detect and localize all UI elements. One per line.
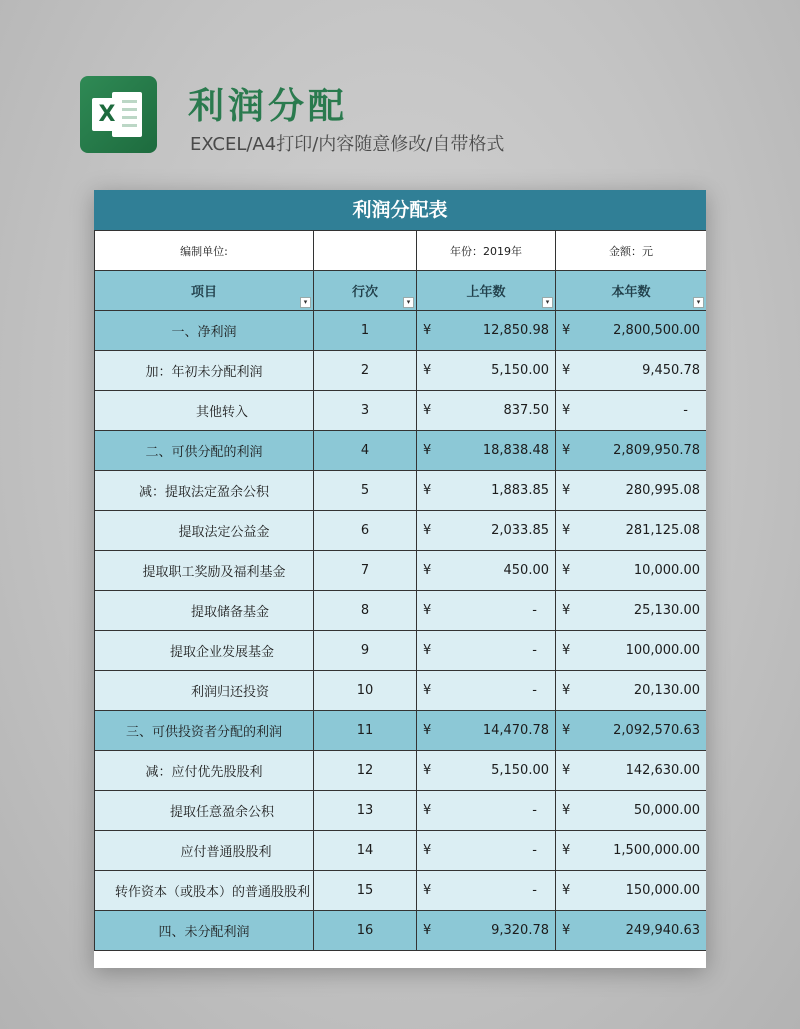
table-row	[95, 511, 707, 551]
currency-symbol: ¥	[423, 563, 432, 578]
unit-label-cell[interactable]	[95, 231, 314, 271]
amount-value: 150,000.00	[625, 883, 700, 898]
currency-symbol: ¥	[562, 883, 571, 898]
currency-symbol: ¥	[562, 923, 571, 938]
amount-value: -	[532, 803, 537, 818]
column-header-prev-year[interactable]	[417, 271, 556, 311]
prev-year-amount-cell[interactable]	[417, 871, 556, 911]
currency-symbol: ¥	[423, 723, 432, 738]
item-cell[interactable]	[95, 511, 314, 551]
table-row	[95, 591, 707, 631]
line-number-cell[interactable]	[314, 631, 417, 671]
year-cell[interactable]	[417, 231, 556, 271]
prev-year-amount-cell[interactable]	[417, 631, 556, 671]
line-number: 3	[360, 403, 370, 418]
this-year-amount-cell[interactable]	[556, 831, 707, 871]
this-year-amount-cell[interactable]	[556, 911, 707, 951]
table-row	[95, 791, 707, 831]
this-year-amount-cell[interactable]	[556, 631, 707, 671]
this-year-amount-cell[interactable]	[556, 311, 707, 351]
unit-value-cell[interactable]	[314, 231, 417, 271]
column-header-label: 上年数	[466, 285, 506, 300]
this-year-amount-cell[interactable]	[556, 711, 707, 751]
item-label: 提取任意盈余公积	[169, 805, 274, 820]
amount-value: 12,850.98	[482, 323, 549, 338]
currency-symbol: ¥	[562, 803, 571, 818]
item-label: 一、净利润	[171, 325, 237, 340]
table-row	[95, 311, 707, 351]
currency-symbol: ¥	[562, 483, 571, 498]
line-number: 1	[360, 323, 370, 338]
amount-value: -	[532, 843, 537, 858]
year-label: 年份：2019年	[450, 244, 522, 258]
page-title: 利润分配	[188, 86, 349, 127]
line-number-cell[interactable]	[314, 351, 417, 391]
currency-symbol: ¥	[423, 643, 432, 658]
amount-value: -	[532, 683, 537, 698]
table-row	[95, 831, 707, 871]
table-row	[95, 351, 707, 391]
prev-year-amount-cell[interactable]	[417, 751, 556, 791]
amount-value: -	[532, 603, 537, 618]
item-cell[interactable]	[95, 711, 314, 751]
amount-value: 9,450.78	[642, 363, 700, 378]
this-year-amount-cell[interactable]	[556, 511, 707, 551]
currency-symbol: ¥	[562, 323, 571, 338]
amount-value: -	[532, 883, 537, 898]
currency-symbol: ¥	[423, 683, 432, 698]
this-year-amount-cell[interactable]	[556, 871, 707, 911]
currency-symbol: ¥	[423, 523, 432, 538]
amount-value: 280,995.08	[625, 483, 700, 498]
item-cell[interactable]	[95, 351, 314, 391]
line-number-cell[interactable]	[314, 311, 417, 351]
this-year-amount-cell[interactable]	[556, 551, 707, 591]
line-number: 8	[360, 603, 370, 618]
table-row	[95, 711, 707, 751]
currency-symbol: ¥	[562, 643, 571, 658]
amount-value: 10,000.00	[633, 563, 700, 578]
item-cell[interactable]	[95, 551, 314, 591]
this-year-amount-cell[interactable]	[556, 671, 707, 711]
amount-value: 2,809,950.78	[613, 443, 700, 458]
amount-value: 1,500,000.00	[613, 843, 700, 858]
currency-symbol: ¥	[423, 923, 432, 938]
column-header-line[interactable]	[314, 271, 417, 311]
line-number: 6	[360, 523, 370, 538]
table-row	[95, 631, 707, 671]
prev-year-amount-cell[interactable]	[417, 311, 556, 351]
spreadsheet-card	[94, 190, 706, 968]
page-subtitle: EXCEL/A4打印/内容随意修改/自带格式	[190, 134, 505, 155]
currency-symbol: ¥	[562, 843, 571, 858]
currency-symbol: ¥	[562, 603, 571, 618]
amount-value: -	[683, 403, 688, 418]
amount-value: 450.00	[503, 563, 549, 578]
prev-year-amount-cell[interactable]	[417, 391, 556, 431]
profit-distribution-table	[94, 230, 706, 951]
line-number: 15	[356, 883, 374, 898]
unit-label: 编制单位:	[180, 244, 228, 258]
currency-symbol: ¥	[562, 763, 571, 778]
item-label: 其他转入	[195, 405, 248, 420]
currency-symbol: ¥	[562, 683, 571, 698]
item-label: 提取职工奖励及福利基金	[142, 565, 286, 580]
item-cell[interactable]	[95, 311, 314, 351]
currency-symbol: ¥	[562, 443, 571, 458]
currency-symbol: ¥	[562, 723, 571, 738]
item-cell[interactable]	[95, 791, 314, 831]
excel-logo-icon	[80, 76, 157, 153]
currency-symbol: ¥	[423, 603, 432, 618]
column-header-label: 本年数	[611, 285, 651, 300]
item-cell[interactable]	[95, 391, 314, 431]
currency-symbol: ¥	[423, 443, 432, 458]
column-header-label: 行次	[351, 285, 378, 300]
currency-symbol: ¥	[423, 883, 432, 898]
prev-year-amount-cell[interactable]	[417, 671, 556, 711]
item-label: 减：应付优先股股利	[145, 765, 263, 780]
line-number: 9	[360, 643, 370, 658]
line-number-cell[interactable]	[314, 831, 417, 871]
amount-value: 2,800,500.00	[613, 323, 700, 338]
item-cell[interactable]	[95, 431, 314, 471]
line-number-cell[interactable]	[314, 751, 417, 791]
item-cell[interactable]	[95, 631, 314, 671]
amount-value: 18,838.48	[482, 443, 549, 458]
line-number-cell[interactable]	[314, 391, 417, 431]
line-number-cell[interactable]	[314, 711, 417, 751]
item-cell[interactable]	[95, 871, 314, 911]
line-number-cell[interactable]	[314, 791, 417, 831]
currency-symbol: ¥	[423, 483, 432, 498]
currency-symbol: ¥	[562, 363, 571, 378]
prev-year-amount-cell[interactable]	[417, 431, 556, 471]
item-label: 四、未分配利润	[158, 925, 250, 940]
table-row	[95, 391, 707, 431]
table-row	[95, 751, 707, 791]
amount-value: 837.50	[503, 403, 549, 418]
amount-value: 249,940.63	[625, 923, 700, 938]
item-label: 减：提取法定盈余公积	[138, 485, 269, 500]
this-year-amount-cell[interactable]	[556, 471, 707, 511]
line-number-cell[interactable]	[314, 671, 417, 711]
item-cell[interactable]	[95, 751, 314, 791]
column-header-item[interactable]	[95, 271, 314, 311]
amount-value: 14,470.78	[482, 723, 549, 738]
table-row	[95, 671, 707, 711]
filter-dropdown-icon[interactable]: ▾	[693, 297, 704, 308]
this-year-amount-cell[interactable]	[556, 751, 707, 791]
amount-value: 5,150.00	[491, 363, 549, 378]
item-cell[interactable]	[95, 831, 314, 871]
amount-value: 25,130.00	[633, 603, 700, 618]
line-number-cell[interactable]	[314, 511, 417, 551]
amount-value: 100,000.00	[625, 643, 700, 658]
item-cell[interactable]	[95, 471, 314, 511]
amount-value: 142,630.00	[625, 763, 700, 778]
line-number: 12	[356, 763, 374, 778]
currency-symbol: ¥	[423, 323, 432, 338]
excel-x-mark: X	[92, 98, 122, 131]
currency-symbol: ¥	[562, 563, 571, 578]
line-number: 16	[356, 923, 374, 938]
amount-value: 1,883.85	[491, 483, 549, 498]
amount-unit-cell[interactable]	[556, 231, 707, 271]
filter-dropdown-icon[interactable]: ▾	[542, 297, 553, 308]
item-label: 加：年初未分配利润	[145, 365, 263, 380]
table-row	[95, 911, 707, 951]
amount-value: 281,125.08	[625, 523, 700, 538]
line-number-cell[interactable]	[314, 551, 417, 591]
currency-symbol: ¥	[423, 803, 432, 818]
item-label: 提取企业发展基金	[169, 645, 274, 660]
amount-value: 2,033.85	[491, 523, 549, 538]
prev-year-amount-cell[interactable]	[417, 591, 556, 631]
filter-dropdown-icon[interactable]: ▾	[403, 297, 414, 308]
prev-year-amount-cell[interactable]	[417, 351, 556, 391]
amount-value: -	[532, 643, 537, 658]
filter-dropdown-icon[interactable]: ▾	[300, 297, 311, 308]
prev-year-amount-cell[interactable]	[417, 711, 556, 751]
line-number-cell[interactable]	[314, 591, 417, 631]
table-row	[95, 471, 707, 511]
prev-year-amount-cell[interactable]	[417, 551, 556, 591]
currency-symbol: ¥	[423, 363, 432, 378]
line-number: 11	[356, 723, 374, 738]
this-year-amount-cell[interactable]	[556, 791, 707, 831]
prev-year-amount-cell[interactable]	[417, 791, 556, 831]
this-year-amount-cell[interactable]	[556, 391, 707, 431]
line-number: 13	[356, 803, 374, 818]
table-row	[95, 431, 707, 471]
amount-value: 20,130.00	[633, 683, 700, 698]
line-number: 4	[360, 443, 370, 458]
item-label: 提取储备基金	[190, 605, 269, 620]
info-row	[95, 231, 707, 271]
column-header-label: 项目	[190, 285, 217, 300]
line-number-cell[interactable]	[314, 911, 417, 951]
currency-symbol: ¥	[562, 403, 571, 418]
amount-value: 5,150.00	[491, 763, 549, 778]
prev-year-amount-cell[interactable]	[417, 831, 556, 871]
amount-label: 金额：元	[609, 244, 653, 258]
amount-value: 2,092,570.63	[613, 723, 700, 738]
line-number-cell[interactable]	[314, 871, 417, 911]
currency-symbol: ¥	[423, 403, 432, 418]
prev-year-amount-cell[interactable]	[417, 471, 556, 511]
table-row	[95, 871, 707, 911]
column-header-row	[95, 271, 707, 311]
currency-symbol: ¥	[423, 843, 432, 858]
line-number: 7	[360, 563, 370, 578]
column-header-this-year[interactable]	[556, 271, 707, 311]
line-number-cell[interactable]	[314, 471, 417, 511]
sheet-title: 利润分配表	[94, 190, 706, 230]
currency-symbol: ¥	[562, 523, 571, 538]
line-number: 10	[356, 683, 374, 698]
item-label: 利润归还投资	[190, 685, 269, 700]
line-number-cell[interactable]	[314, 431, 417, 471]
this-year-amount-cell[interactable]	[556, 351, 707, 391]
item-label: 二、可供分配的利润	[145, 445, 263, 460]
this-year-amount-cell[interactable]	[556, 591, 707, 631]
table-row	[95, 551, 707, 591]
item-cell[interactable]	[95, 911, 314, 951]
line-number: 2	[360, 363, 370, 378]
line-number: 5	[360, 483, 370, 498]
currency-symbol: ¥	[423, 763, 432, 778]
item-label: 转作资本（或股本）的普通股股利	[115, 885, 311, 900]
prev-year-amount-cell[interactable]	[417, 511, 556, 551]
item-label: 应付普通股股利	[180, 845, 272, 860]
prev-year-amount-cell[interactable]	[417, 911, 556, 951]
item-label: 提取法定公益金	[178, 525, 270, 540]
item-cell[interactable]	[95, 591, 314, 631]
item-cell[interactable]	[95, 671, 314, 711]
amount-value: 9,320.78	[491, 923, 549, 938]
line-number: 14	[356, 843, 374, 858]
item-label: 三、可供投资者分配的利润	[125, 725, 282, 740]
amount-value: 50,000.00	[633, 803, 700, 818]
this-year-amount-cell[interactable]	[556, 431, 707, 471]
